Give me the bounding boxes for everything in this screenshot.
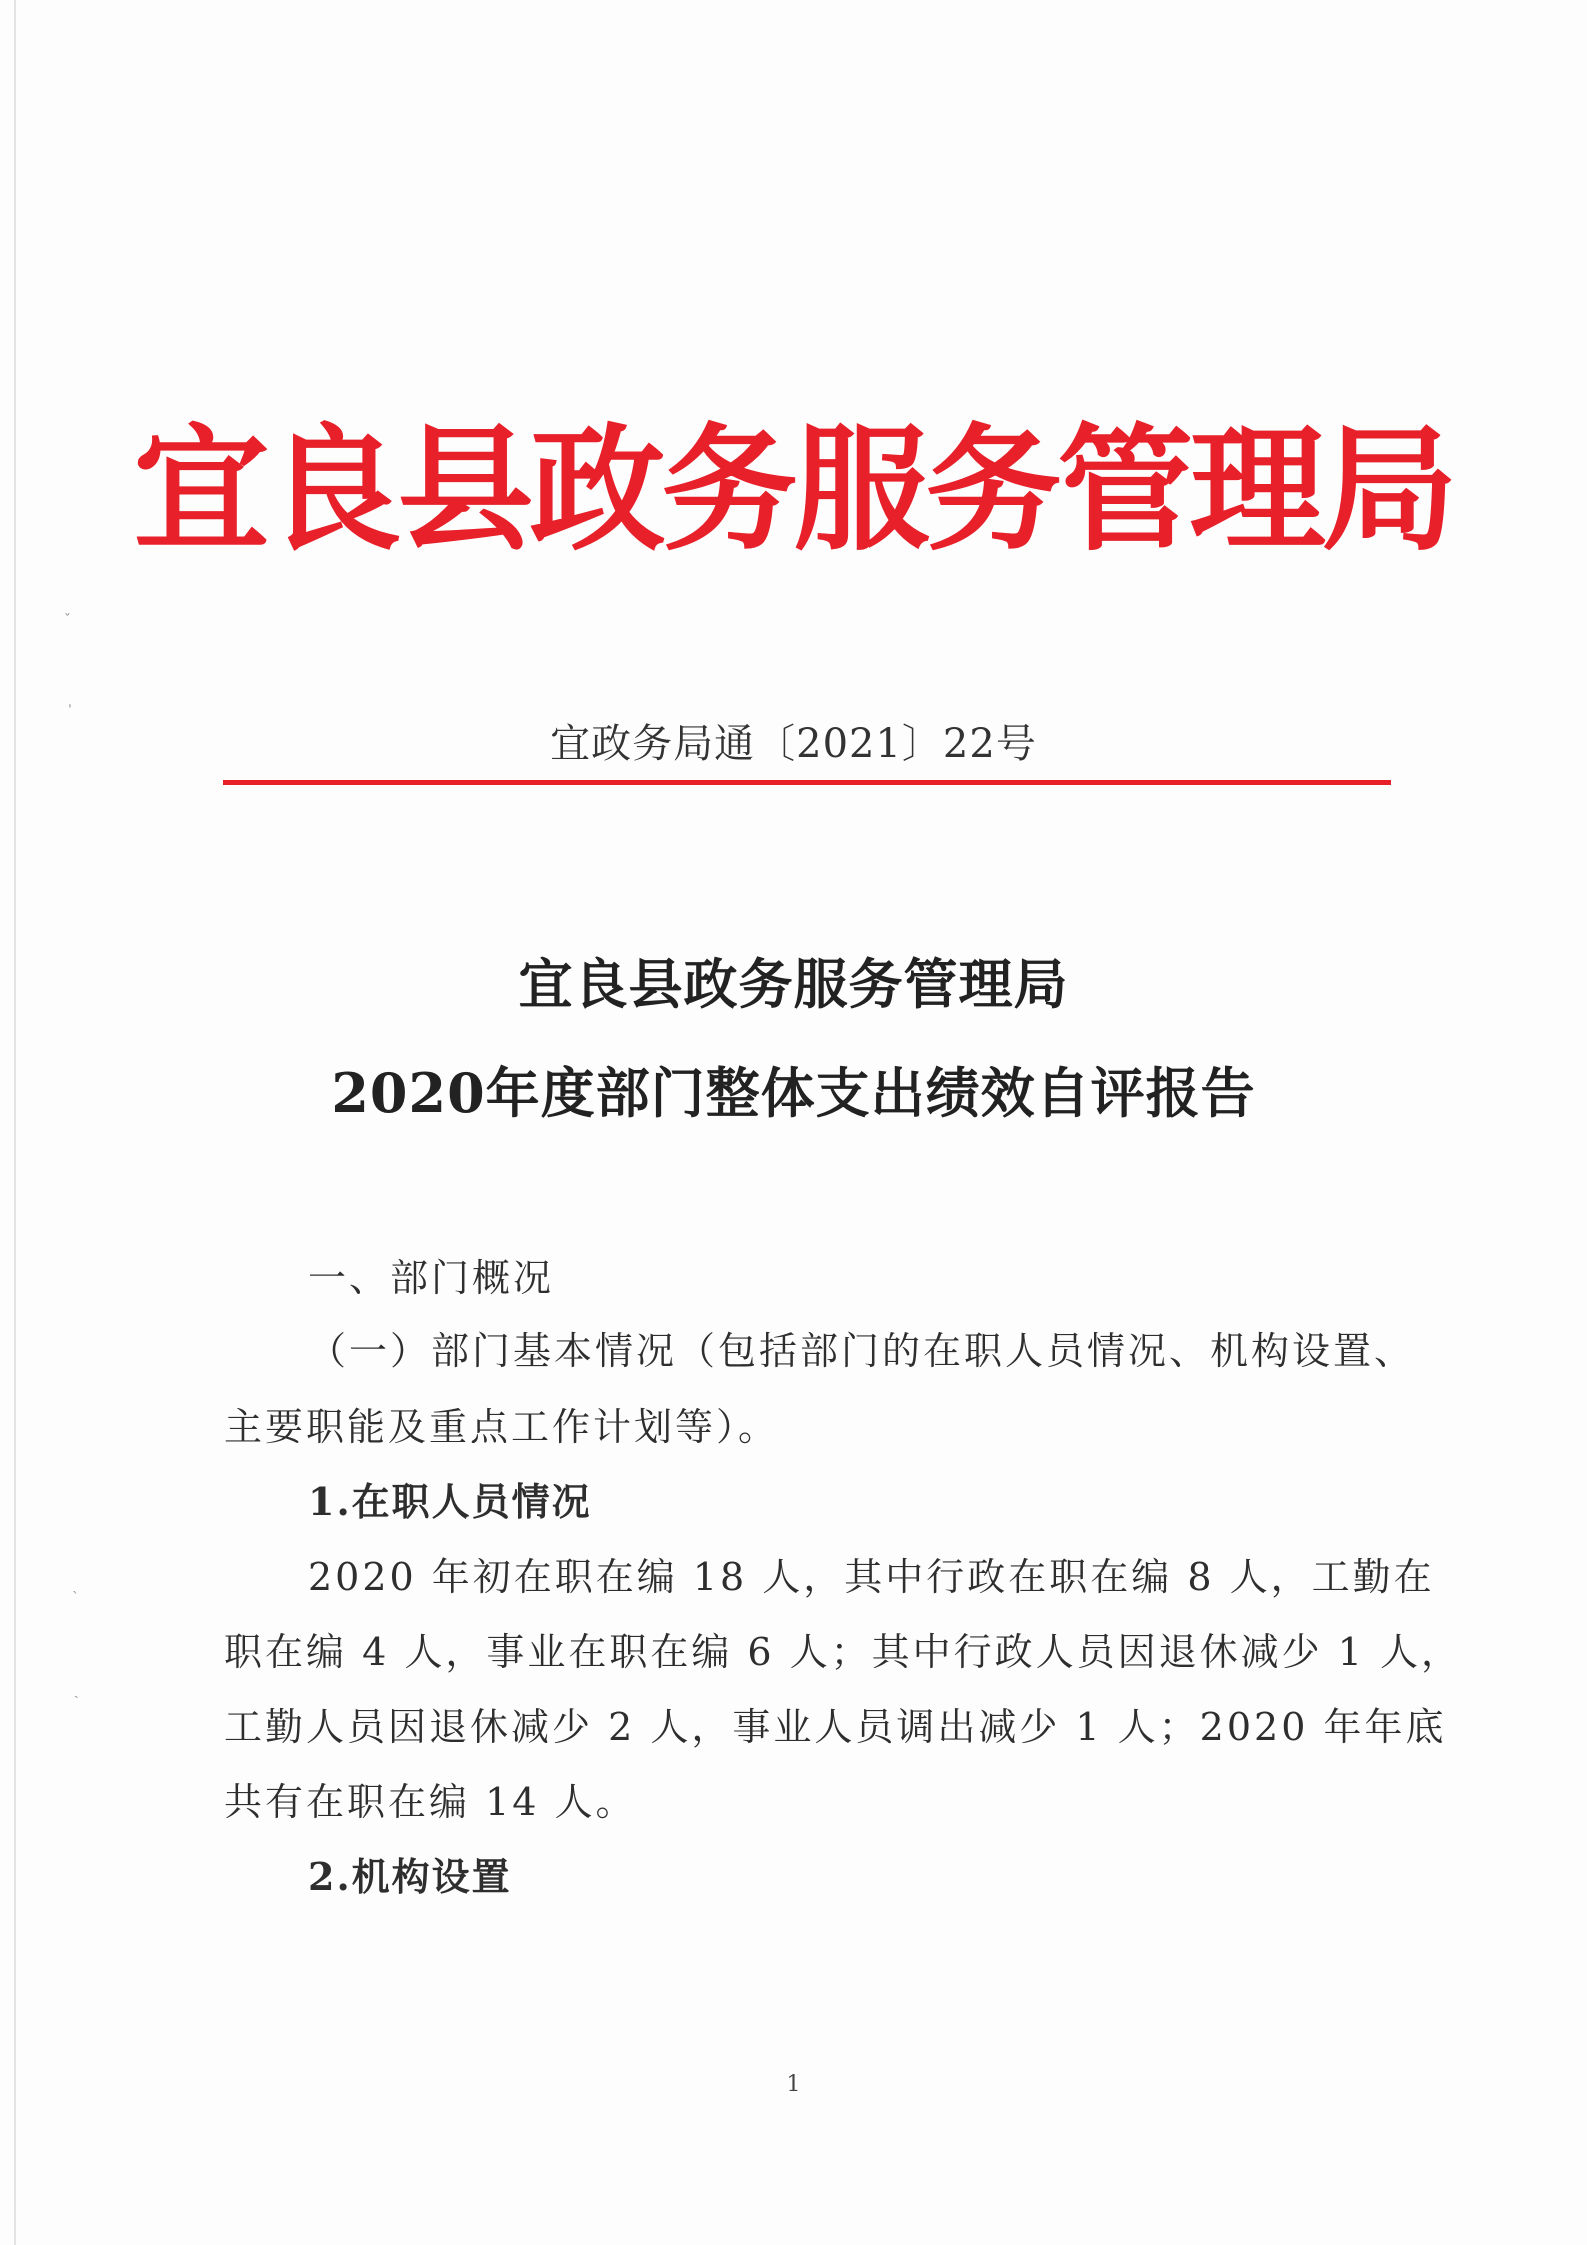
- item-heading-staff: 1.在职人员情况: [308, 1479, 592, 1524]
- staff-paragraph-line-1: 2020 年初在职在编 18 人，其中行政在职在编 8 人，工勤在: [308, 1555, 1435, 1599]
- staff-paragraph-line-3: 工勤人员因退休减少 2 人，事业人员调出减少 1 人；2020 年年底: [224, 1705, 1447, 1749]
- report-title-line-1: 宜良县政务服务管理局: [518, 952, 1069, 1016]
- scan-speck: ˌ: [68, 694, 72, 710]
- subsection-heading-line-2: 主要职能及重点工作计划等）。: [224, 1405, 780, 1449]
- staff-paragraph-line-4: 共有在职在编 14 人。: [224, 1780, 637, 1824]
- section-heading-overview: 一、部门概况: [308, 1256, 555, 1300]
- scan-speck: ˋ: [72, 1590, 79, 1606]
- red-letterhead-title: 宜良县政务服务管理局: [133, 410, 1454, 570]
- red-divider-line: [223, 780, 1391, 785]
- document-number: 宜政务局通〔2021〕22号: [550, 721, 1037, 767]
- report-title-line-2: 2020年度部门整体支出绩效自评报告: [331, 1061, 1256, 1125]
- page-number: 1: [786, 2072, 801, 2097]
- subsection-heading-line-1: （一）部门基本情况（包括部门的在职人员情况、机构设置、: [308, 1329, 1416, 1373]
- scan-speck: ˎ: [74, 1683, 79, 1699]
- scan-speck: ˇ: [64, 612, 71, 628]
- item-heading-organization: 2.机构设置: [308, 1854, 512, 1899]
- staff-paragraph-line-2: 职在编 4 人，事业在职在编 6 人；其中行政人员因退休减少 1 人，: [224, 1630, 1463, 1674]
